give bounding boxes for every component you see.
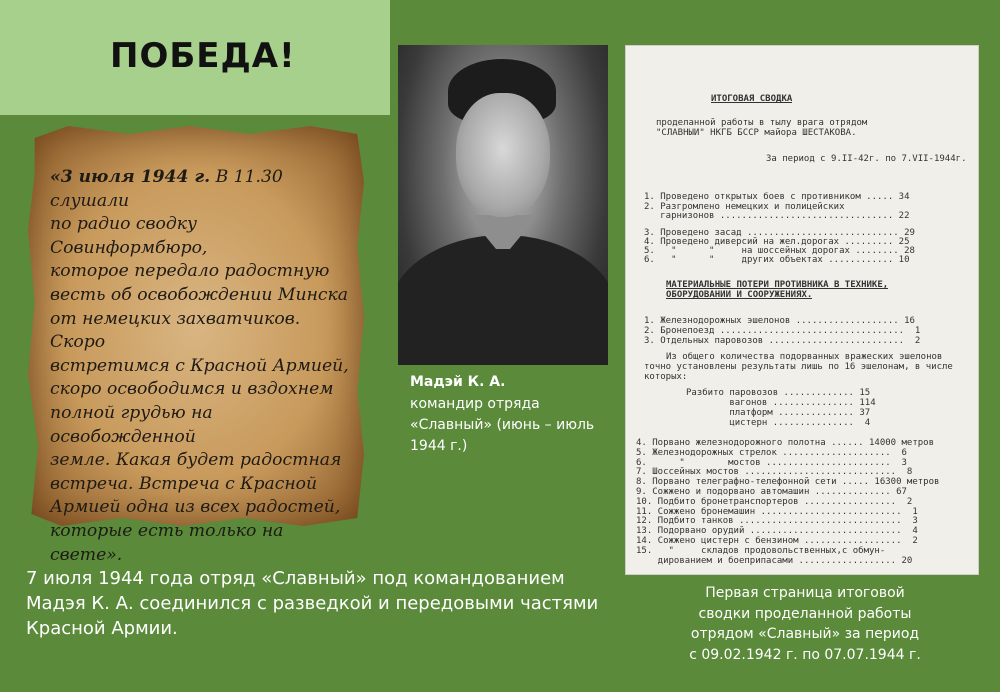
document-line: дированием и боеприпасами .................. 20 [636, 556, 913, 566]
document-line: 7. Шоссейных мостов ............................ 8 [636, 467, 913, 477]
document-line: 4. Проведено диверсий на жел.дорогах ......... 25 [644, 237, 910, 247]
document-line: 5. Железнодорожных стрелок .................... 6 [636, 448, 907, 458]
document-line: 13. Подорвано орудий ............................ 4 [636, 526, 918, 536]
report-document-scan [626, 46, 978, 574]
document-line: которых: [644, 372, 688, 382]
document-line: 5. " " на шоссейных дорогах ........ 28 [644, 246, 915, 256]
document-line: 11. Сожжено бронемашин .......................... 1 [636, 507, 918, 517]
document-line: "СЛАВНЫЙ" НКГБ БССР майора ШЕСТАКОВА. [656, 128, 857, 138]
document-line: 3. Проведено засад ............................ 29 [644, 228, 915, 238]
document-line: 1. Проведено открытых боев с противником ..... 34 [644, 192, 910, 202]
document-line: 1. Железнодорожных эшелонов ................... 16 [644, 316, 915, 326]
document-line: 15. " складов продовольственных,с обмун- [636, 546, 886, 556]
page-title: ПОБЕДА! [110, 36, 296, 76]
document-line: 12. Подбито танков .............................. 3 [636, 516, 918, 526]
document-line: Разбито паровозов ............. 15 [686, 388, 871, 398]
document-line: МАТЕРИАЛЬНЫЕ ПОТЕРИ ПРОТИВНИКА В ТЕХНИКЕ, [666, 280, 889, 290]
document-line: ОБОРУДОВАНИИ И СООРУЖЕНИЯХ. [666, 290, 813, 300]
document-line: 4. Порвано железнодорожного полотна ...... 14000 метров [636, 438, 935, 448]
document-line: 6. " " других объектах ............ 10 [644, 255, 910, 265]
document-line: 10. Подбито бронетранспортеров ................. 2 [636, 497, 913, 507]
document-line: вагонов ............... 114 [686, 398, 876, 408]
document-line: 6. " мостов ....................... 3 [636, 458, 907, 468]
document-line: 3. Отдельных паровозов ......................... 2 [644, 336, 921, 346]
document-line: 2. Бронепоезд .................................. 1 [644, 326, 921, 336]
diary-quote [50, 166, 350, 567]
document-line: цистерн ............... 4 [686, 418, 871, 428]
quote-body: В 11.30 слушали по радио сводку Совинформбюро, которое передало радостную весть об освобождении Минска от немецких захватчиков. Скоро встретимся с Красной Армией, скоро освободимся и вздохнем полной грудью на освобожденной земле. Какая будет радостная встреча. Встреча с Красной Армией одна из всех радостей, которые есть только на свете». [50, 167, 349, 565]
portrait-face [456, 93, 550, 217]
document-line: За период с 9.II-42г. по 7.VII-1944г. [766, 154, 966, 164]
document-line: ИТОГОВАЯ СВОДКА [711, 94, 793, 104]
document-line: 9. Сожжено и подорвано автомашин .............. 67 [636, 487, 907, 497]
bottom-description: 7 июля 1944 года отряд «Славный» под командованием Мадэя К. А. соединился с разведкой и передовыми частями Красной Армии. [26, 568, 599, 639]
document-line: Из общего количества подорванных вражеских эшелонов [666, 352, 943, 362]
document-line: 8. Порвано телеграфно-телефонной сети ..... 16300 метров [636, 477, 940, 487]
photo-caption-name: Мадэй К. А. [410, 374, 506, 390]
portrait-uniform [398, 235, 608, 365]
document-line: точно установлены результаты лишь по 16 эшелонам, в числе [644, 362, 953, 372]
quote-date: «3 июля 1944 г. [50, 167, 211, 187]
document-line: проделанной работы в тылу врага отрядом [656, 118, 868, 128]
document-line: гарнизонов ................................ 22 [644, 211, 910, 221]
photo-caption-role: командир отряда «Славный» (июнь – июль 1944 г.) [410, 396, 595, 454]
commander-portrait-photo [398, 45, 608, 365]
document-caption: Первая страница итоговой сводки проделанной работы отрядом «Славный» за период с 09.02.1942 г. по 07.07.1944 г. [689, 585, 921, 663]
document-line: 2. Разгромлено немецких и полицейских [644, 202, 845, 212]
document-line: 14. Сожжено цистерн с бензином .................. 2 [636, 536, 918, 546]
document-line: платформ .............. 37 [686, 408, 871, 418]
